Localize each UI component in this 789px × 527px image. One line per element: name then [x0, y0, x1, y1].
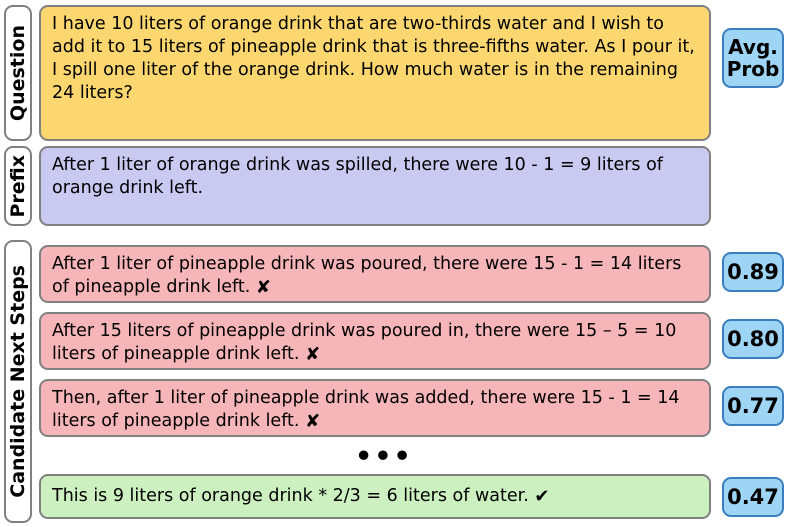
candidate-step-box: [39, 312, 711, 370]
candidate-score-chip: [722, 319, 784, 359]
cross-icon: ✘: [255, 277, 271, 299]
cross-icon: ✘: [305, 344, 321, 366]
candidate-step-box: [39, 474, 711, 519]
section-label-prefix-text: Prefix: [7, 154, 29, 218]
question-box: [39, 5, 711, 141]
candidate-step-box: [39, 379, 711, 437]
prefix-text: After 1 liter of orange drink was spilled, there were 10 - 1 = 9 liters of orange drink left.: [52, 155, 663, 199]
candidate-step-box: [39, 245, 711, 303]
check-icon: ✔: [534, 485, 550, 507]
cross-icon: ✘: [305, 411, 321, 433]
section-label-prefix: [4, 146, 32, 226]
section-label-candidates-text: Candidate Next Steps: [7, 265, 29, 498]
avg-prob-header-line2: Prob: [726, 57, 780, 81]
section-label-candidates: [4, 240, 32, 523]
candidate-score-value: 0.77: [727, 394, 779, 418]
candidate-step-text: This is 9 liters of orange drink * 2/3 = 6 liters of water.: [52, 485, 529, 506]
candidate-score-value: 0.47: [727, 485, 779, 509]
ellipsis-separator: •••: [355, 441, 413, 472]
section-label-question-text: Question: [7, 24, 29, 122]
candidate-score-chip: [722, 477, 784, 517]
candidate-score-value: 0.89: [727, 260, 779, 284]
candidate-step-text: After 1 liter of pineapple drink was poured, there were 15 - 1 = 14 liters of pineapple drink left.: [52, 254, 682, 298]
avg-prob-header-line1: Avg.: [728, 34, 778, 59]
candidate-score-value: 0.80: [727, 327, 779, 351]
candidate-score-chip: [722, 386, 784, 426]
section-label-question: [4, 5, 32, 141]
candidate-step-text: After 15 liters of pineapple drink was poured in, there were 15 – 5 = 10 liters of pineapple drink left.: [52, 321, 677, 365]
avg-prob-header-chip: [722, 28, 784, 88]
candidate-step-text: Then, after 1 liter of pineapple drink was added, there were 15 - 1 = 14 liters of pineapple drink left.: [52, 388, 680, 432]
question-text: I have 10 liters of orange drink that are two-thirds water and I wish to add it to 15 liters of pineapple drink that is three-fifths water. As I pour it, I spill one liter of the orange drink. How much water is in the remaining 24 liters?: [52, 14, 695, 104]
candidate-score-chip: [722, 252, 784, 292]
prefix-box: [39, 146, 711, 226]
